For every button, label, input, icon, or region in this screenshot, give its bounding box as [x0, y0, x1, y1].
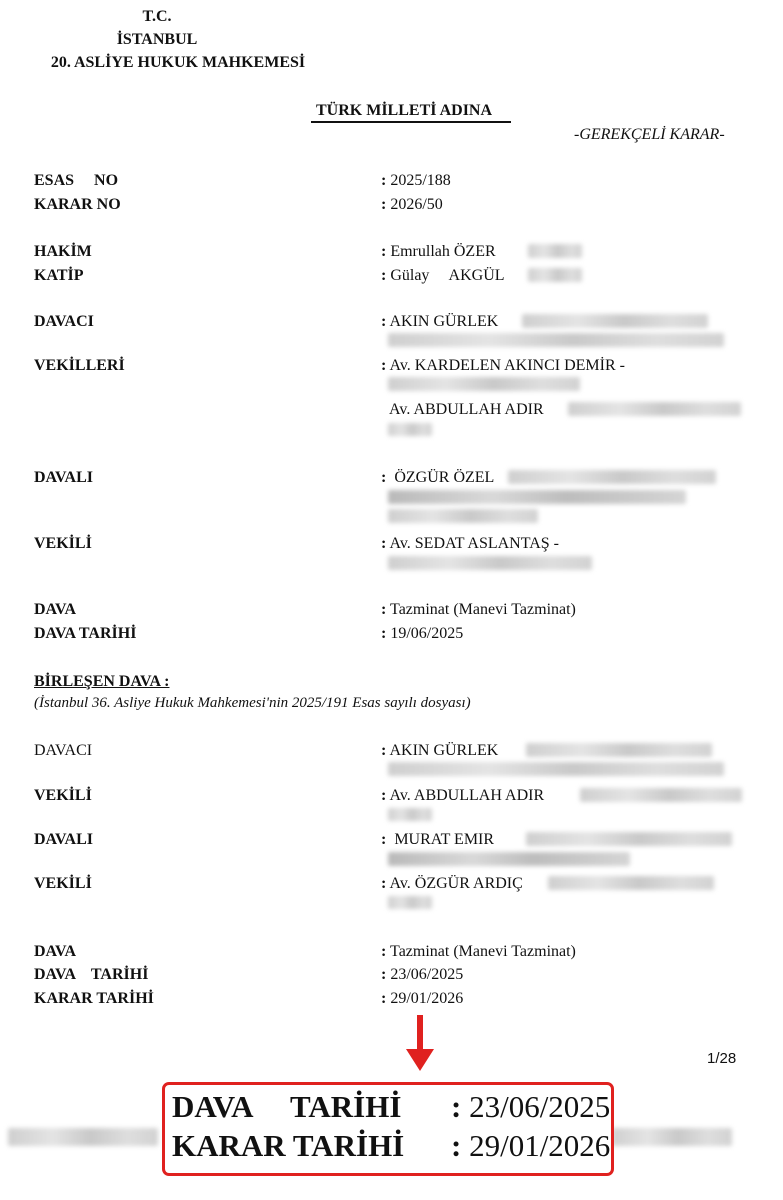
- redacted-block: [568, 402, 741, 416]
- vekilleri-value-2: Av. ABDULLAH ADIR: [389, 401, 544, 418]
- merged-vekili2-value: : Av. ÖZGÜR ARDIÇ: [381, 875, 523, 892]
- dava-value: : Tazminat (Manevi Tazminat): [381, 601, 576, 618]
- redacted-block: [508, 470, 716, 484]
- karar-no-value: : 2026/50: [381, 196, 443, 213]
- merged-davali-value: : MURAT EMIR: [381, 831, 495, 848]
- vekili-label: VEKİLİ: [34, 535, 92, 552]
- redacted-block: [8, 1128, 158, 1146]
- court-header-tc: T.C.: [142, 8, 172, 25]
- redacted-block: [388, 509, 538, 523]
- merged-dava-tarihi-label: DAVA TARİHİ: [34, 966, 149, 983]
- merged-dava-label: DAVA: [34, 943, 77, 960]
- esas-no-value: : 2025/188: [381, 172, 451, 189]
- karar-no-label: KARAR NO: [34, 196, 121, 213]
- merged-karar-tarihi-value: : 29/01/2026: [381, 990, 464, 1007]
- merged-davali-label: DAVALI: [34, 831, 93, 848]
- merged-dava-value: : Tazminat (Manevi Tazminat): [381, 943, 576, 960]
- dava-label: DAVA: [34, 601, 77, 618]
- redacted-block: [388, 490, 686, 504]
- redacted-block: [388, 896, 432, 909]
- arrow-down-icon: [404, 1015, 436, 1073]
- hakim-value: : Emrullah ÖZER: [381, 243, 496, 260]
- davaci-label: DAVACI: [34, 313, 94, 330]
- merged-vekili2-label: VEKİLİ: [34, 875, 92, 892]
- katip-label: KATİP: [34, 267, 84, 284]
- title-underline: [311, 121, 511, 123]
- merged-vekili1-label: VEKİLİ: [34, 787, 92, 804]
- esas-no-label: ESAS NO: [34, 172, 119, 189]
- page-number: 1/28: [707, 1050, 737, 1067]
- document-subtitle: -GEREKÇELİ KARAR-: [574, 126, 725, 143]
- merged-karar-tarihi-label: KARAR TARİHİ: [34, 990, 154, 1007]
- merged-davaci-value: : AKIN GÜRLEK: [381, 742, 499, 759]
- merged-dava-tarihi-value: : 23/06/2025: [381, 966, 464, 983]
- redacted-block: [388, 808, 432, 821]
- redacted-block: [612, 1128, 732, 1146]
- redacted-block: [388, 852, 630, 866]
- redacted-block: [580, 788, 742, 802]
- dava-tarihi-value: : 19/06/2025: [381, 625, 464, 642]
- vekilleri-value-1: : Av. KARDELEN AKINCI DEMİR -: [381, 357, 625, 374]
- zoom-highlight-box: [162, 1082, 614, 1176]
- zoom-dava-tarihi-label: DAVA TARİHİ: [172, 1089, 402, 1124]
- vekilleri-label: VEKİLLERİ: [34, 357, 125, 374]
- merged-davaci-label: DAVACI: [34, 742, 93, 759]
- davali-label: DAVALI: [34, 469, 93, 486]
- redacted-block: [522, 314, 708, 328]
- katip-value: : Gülay AKGÜL: [381, 267, 505, 284]
- document-title: TÜRK MİLLETİ ADINA: [316, 102, 493, 119]
- court-header-city: İSTANBUL: [116, 31, 198, 48]
- court-header-court: 20. ASLİYE HUKUK MAHKEMESİ: [50, 54, 306, 71]
- hakim-label: HAKİM: [34, 243, 92, 260]
- merged-vekili1-value: : Av. ABDULLAH ADIR: [381, 787, 545, 804]
- merged-case-note: (İstanbul 36. Asliye Hukuk Mahkemesi'nin 2025/191 Esas sayılı dosyası): [34, 695, 471, 711]
- davali-value: : ÖZGÜR ÖZEL: [381, 469, 495, 486]
- redacted-block: [528, 244, 582, 258]
- dava-tarihi-label: DAVA TARİHİ: [34, 625, 137, 642]
- redacted-block: [388, 556, 592, 570]
- redacted-block: [528, 268, 582, 282]
- redacted-block: [548, 876, 714, 890]
- zoom-karar-tarihi-value: : 29/01/2026: [451, 1128, 611, 1163]
- redacted-block: [526, 743, 712, 757]
- redacted-block: [388, 377, 580, 391]
- zoom-dava-tarihi-value: : 23/06/2025: [451, 1089, 611, 1124]
- vekili-value: : Av. SEDAT ASLANTAŞ -: [381, 535, 559, 552]
- davaci-value: : AKIN GÜRLEK: [381, 313, 499, 330]
- merged-case-heading: BİRLEŞEN DAVA :: [34, 673, 170, 690]
- redacted-block: [388, 423, 432, 436]
- redacted-block: [388, 333, 724, 347]
- zoom-karar-tarihi-label: KARAR TARİHİ: [172, 1128, 405, 1163]
- redacted-block: [388, 762, 724, 776]
- redacted-block: [526, 832, 732, 846]
